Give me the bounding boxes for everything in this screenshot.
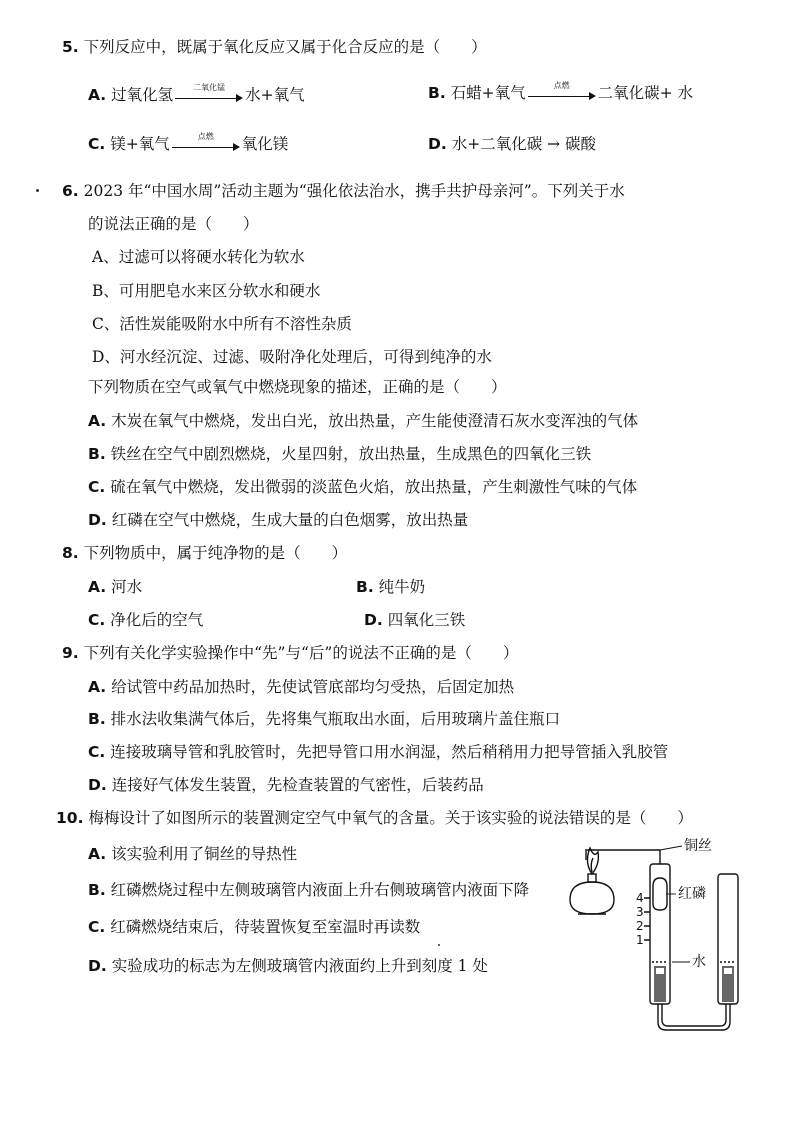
option-7d[interactable] <box>88 509 468 531</box>
option-10d[interactable] <box>88 955 488 977</box>
option-7c[interactable] <box>88 476 637 498</box>
option-5a[interactable] <box>88 84 305 107</box>
option-10c[interactable] <box>88 916 420 938</box>
option-6d[interactable]: D、河水经沉淀、过滤、吸附净化处理后，可得到纯净的水 <box>92 348 492 366</box>
option-text: 水+二氧化碳 → 碳酸 <box>451 135 597 153</box>
question-number: 6. <box>62 182 79 200</box>
reaction-arrow-icon: 点燃 <box>528 83 596 105</box>
question-9 <box>62 642 518 664</box>
question-8 <box>62 542 347 564</box>
option-8a[interactable] <box>88 576 142 598</box>
option-text: 硫在氧气中燃烧，发出微弱的淡蓝色火焰，放出热量，产生刺激性气味的气体 <box>110 478 638 496</box>
question-stem: 下列有关化学实验操作中“先”与“后”的说法不正确的是（ ） <box>83 644 519 662</box>
option-5d[interactable] <box>428 133 596 155</box>
stray-mark <box>438 944 440 946</box>
question-10 <box>56 807 693 829</box>
option-letter: C. <box>88 135 106 153</box>
option-5c[interactable] <box>88 133 288 156</box>
scale-mark-4: 4 <box>636 891 644 905</box>
option-letter: B. <box>88 445 106 463</box>
reaction-arrow-icon: 点燃 <box>172 134 240 156</box>
option-letter: A. <box>88 412 107 430</box>
option-9b[interactable] <box>88 708 560 730</box>
question-stem: 下列物质中，属于纯净物的是（ ） <box>83 544 348 562</box>
option-letter: B. <box>88 710 106 728</box>
option-9d[interactable] <box>88 774 484 796</box>
question-stem-line1: 2023 年“中国水周”活动主题为“强化依法治水，携手共护母亲河”。下列关于水 <box>83 182 625 200</box>
alcohol-lamp-icon <box>570 848 614 914</box>
option-text: 河水 <box>111 578 143 596</box>
option-text: 连接好气体发生装置，先检查装置的气密性，后装药品 <box>111 776 484 794</box>
option-8c[interactable] <box>88 609 203 631</box>
copper-wire-label: 铜丝 <box>684 838 712 854</box>
question-stem-line2: 的说法正确的是（ ） <box>88 215 259 233</box>
option-7a[interactable] <box>88 410 638 432</box>
product-text: 二氧化碳+ 水 <box>597 84 694 102</box>
question-7: 下列物质在空气或氧气中燃烧现象的描述，正确的是（ ） <box>88 378 507 396</box>
question-6 <box>62 180 625 202</box>
reaction-arrow-icon: 二氧化锰 <box>175 85 243 107</box>
option-text: 铁丝在空气中剧烈燃烧，火星四射，放出热量，生成黑色的四氧化三铁 <box>110 445 592 463</box>
option-text: 四氧化三铁 <box>387 611 466 629</box>
option-text: 排水法收集满气体后，先将集气瓶取出水面，后用玻璃片盖住瓶口 <box>110 710 561 728</box>
option-letter: B. <box>428 84 446 102</box>
phosphorus-cup <box>653 878 667 910</box>
option-letter: D. <box>364 611 383 629</box>
option-text: 连接玻璃导管和乳胶管时，先把导管口用水润湿，然后稍稍用力把导管插入乳胶管 <box>110 743 669 761</box>
option-9c[interactable] <box>88 741 668 763</box>
option-6a[interactable]: A、过滤可以将硬水转化为软水 <box>92 248 305 266</box>
option-10b[interactable] <box>88 879 529 901</box>
option-text: 木炭在氧气中燃烧，发出白光，放出热量，产生能使澄清石灰水变浑浊的气体 <box>111 412 639 430</box>
option-8b[interactable] <box>356 576 425 598</box>
apparatus-diagram <box>560 838 760 1048</box>
option-letter: B. <box>356 578 374 596</box>
option-9a[interactable] <box>88 676 514 698</box>
option-letter: B. <box>88 881 106 899</box>
option-text: 红磷燃烧结束后，待装置恢复至室温时再读数 <box>110 918 421 936</box>
option-letter: C. <box>88 743 106 761</box>
option-text: 红磷在空气中燃烧，生成大量的白色烟雾，放出热量 <box>111 511 469 529</box>
option-letter: A. <box>88 578 107 596</box>
option-letter: A. <box>88 845 107 863</box>
reactant-text: 镁+氧气 <box>110 135 170 153</box>
question-6-continued <box>88 213 259 235</box>
stray-mark <box>36 189 39 192</box>
scale-mark-2: 2 <box>636 919 644 933</box>
option-letter: C. <box>88 478 106 496</box>
option-6b[interactable]: B、可用肥皂水来区分软水和硬水 <box>92 282 321 300</box>
question-stem: 下列反应中，既属于氧化反应又属于化合反应的是（ ） <box>83 38 487 56</box>
product-text: 氧化镁 <box>241 135 289 153</box>
option-letter: D. <box>428 135 447 153</box>
option-letter: D. <box>88 776 107 794</box>
question-5 <box>62 36 487 58</box>
option-text: 实验成功的标志为左侧玻璃管内液面约上升到刻度 1 处 <box>111 957 488 975</box>
option-text: 净化后的空气 <box>110 611 204 629</box>
question-number: 5. <box>62 38 79 56</box>
option-letter: C. <box>88 918 106 936</box>
question-number: 9. <box>62 644 79 662</box>
question-number: 10. <box>56 809 84 827</box>
option-text: 给试管中药品加热时，先使试管底部均匀受热，后固定加热 <box>111 678 515 696</box>
option-text: 该实验利用了铜丝的导热性 <box>111 845 298 863</box>
red-phosphorus-label: 红磷 <box>678 886 706 902</box>
option-6c[interactable]: C、活性炭能吸附水中所有不溶性杂质 <box>92 315 352 333</box>
question-stem: 梅梅设计了如图所示的装置测定空气中氧气的含量。关于该实验的说法错误的是（ ） <box>88 809 693 827</box>
water-label: 水 <box>692 954 706 970</box>
option-text: 纯牛奶 <box>378 578 426 596</box>
option-letter: A. <box>88 86 107 104</box>
product-text: 水+氧气 <box>245 86 305 104</box>
option-text: 红磷燃烧过程中左侧玻璃管内液面上升右侧玻璃管内液面下降 <box>110 881 530 899</box>
option-letter: C. <box>88 611 106 629</box>
option-7b[interactable] <box>88 443 591 465</box>
option-letter: D. <box>88 511 107 529</box>
option-5b[interactable] <box>428 82 693 105</box>
reactant-text: 石蜡+氧气 <box>450 84 526 102</box>
scale-mark-1: 1 <box>636 933 644 947</box>
option-letter: D. <box>88 957 107 975</box>
reactant-text: 过氧化氢 <box>111 86 174 104</box>
question-number: 8. <box>62 544 79 562</box>
option-10a[interactable] <box>88 843 297 865</box>
option-letter: A. <box>88 678 107 696</box>
scale-mark-3: 3 <box>636 905 644 919</box>
option-8d[interactable] <box>364 609 465 631</box>
